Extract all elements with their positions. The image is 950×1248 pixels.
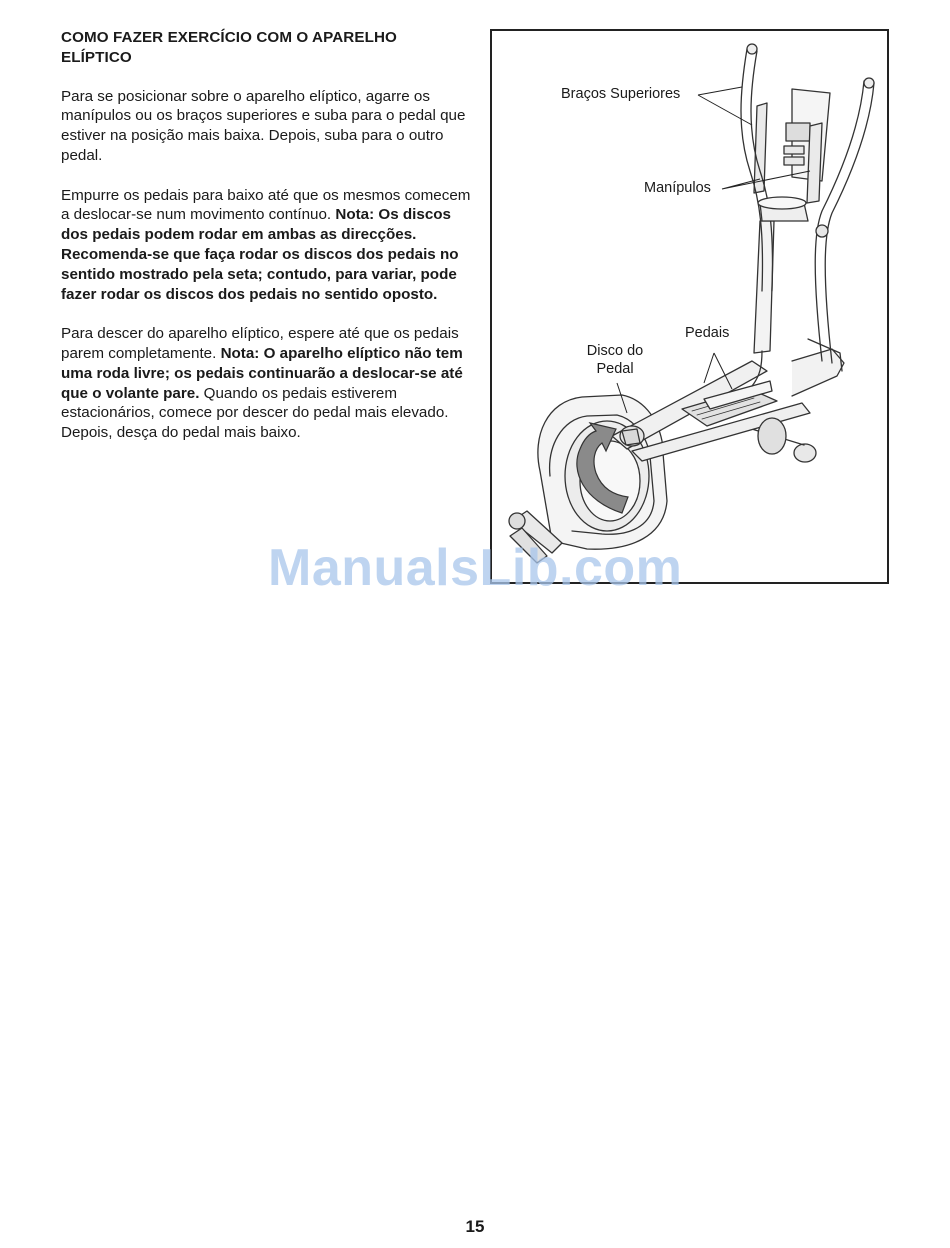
paragraph-pedaling-text: Empurre os pedais para baixo até que os mesmos comecem a deslocar-se num movimento contínuo. (61, 186, 471, 224)
handle-right (807, 123, 822, 203)
paragraph-dismounting-note: Nota: O aparelho elíptico não tem uma roda livre; os pedais continuarão a deslocar-se até que o volante pare. (61, 344, 463, 402)
paragraph-dismounting-text-b: Quando os pedais estiverem estacionários, comece por descer do pedal mais elevado. Depois, desça do pedal mais baixo. (61, 384, 449, 442)
label-pedals: Pedais (685, 325, 730, 341)
label-pedal-disc-line1: Disco do (586, 343, 644, 359)
section-heading (61, 28, 471, 68)
elliptical-illustration (492, 31, 891, 586)
rear-foot-icon (794, 444, 816, 462)
label-pedal-disc (582, 342, 648, 378)
label-pedal-disc-line2: Pedal (596, 361, 634, 377)
label-handles: Manípulos (644, 180, 711, 196)
label-upper-arms: Braços Superiores (561, 86, 681, 102)
paragraph-mounting: Para se posicionar sobre o aparelho elíptico, agarre os manípulos ou os braços superiores e suba para o pedal que estiver na posição mais baixa. Depois, suba para o outro pedal. (61, 87, 466, 164)
section-heading-line1: COMO FAZER EXERCÍCIO COM O APARELHO (61, 29, 397, 46)
paragraph-pedaling-note: Nota: Os discos dos pedais podem rodar em ambas as direcções. Recomenda-se que faça rodar os discos dos pedais no sentido mostrado pela seta; contudo, para variar, pode fazer rodar os discos dos pedais no sentido oposto. (61, 206, 459, 303)
section-heading-line2: ELÍPTICO (61, 48, 132, 66)
paragraph-dismounting-text-a: Para descer do aparelho elíptico, espere até que os pedais parem completamente. (61, 325, 459, 362)
paragraph-dismounting (61, 324, 471, 443)
watermark: ManualsLib.com (268, 539, 683, 597)
rear-stabilizer (792, 349, 844, 396)
elliptical-figure (490, 29, 889, 584)
paragraph-pedaling (61, 186, 471, 305)
handle-left (754, 103, 767, 193)
upright-post (754, 221, 774, 353)
page-number: 15 (465, 1217, 485, 1236)
instructions-column (61, 28, 471, 463)
